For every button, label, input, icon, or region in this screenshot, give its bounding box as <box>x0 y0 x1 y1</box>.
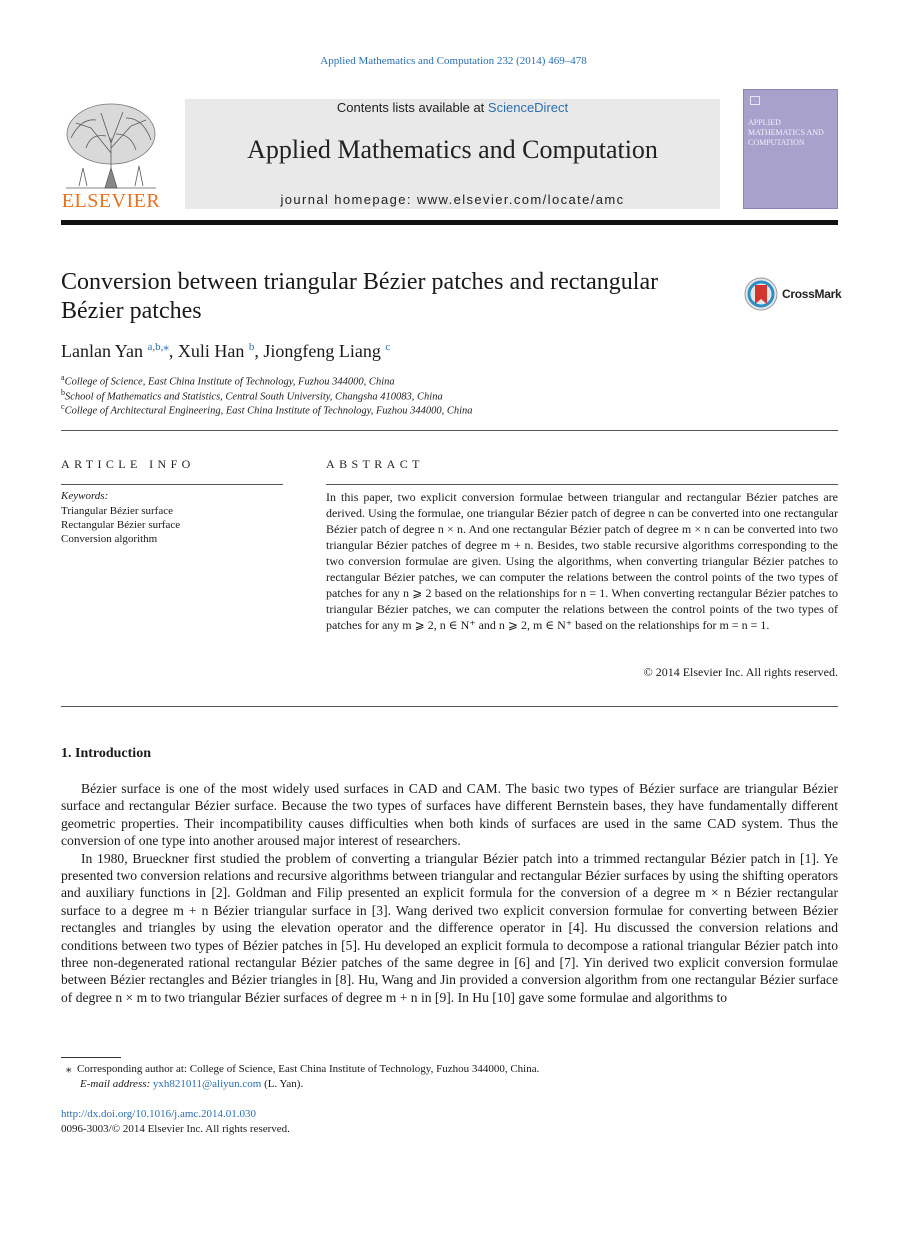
author-name[interactable]: Lanlan Yan <box>61 341 143 361</box>
introduction-body <box>61 780 838 1006</box>
header-rule <box>61 220 838 225</box>
elsevier-wordmark: ELSEVIER <box>61 190 161 212</box>
journal-title: Applied Mathematics and Computation <box>247 135 658 164</box>
abstract-copyright: © 2014 Elsevier Inc. All rights reserved. <box>643 665 838 679</box>
author-affiliation-mark[interactable]: b <box>248 341 255 353</box>
journal-cover-title: APPLIED MATHEMATICS AND COMPUTATION <box>748 118 824 147</box>
corresponding-author-note <box>66 1062 539 1075</box>
introduction-heading: 1. Introduction <box>61 746 151 761</box>
article-info-rule <box>61 484 283 485</box>
author-name[interactable]: Jiongfeng Liang <box>263 341 381 361</box>
contents-prefix: Contents lists available at <box>336 100 485 115</box>
crossmark-icon <box>744 276 780 312</box>
email-suffix: (L. Yan). <box>264 1078 304 1090</box>
author-affiliation-mark[interactable]: a,b,⁎ <box>147 341 169 353</box>
affiliation-text: School of Mathematics and Statistics, Central South University, Changsha 410083, China <box>65 391 443 403</box>
corresponding-text: Corresponding author at: College of Science, East China Institute of Technology, Fuzhou 344000, China. <box>77 1063 540 1075</box>
abstract-heading: ABSTRACT <box>326 457 424 471</box>
article-info-heading: ARTICLE INFO <box>61 457 195 471</box>
journal-cover[interactable] <box>743 89 838 209</box>
author-name[interactable]: Xuli Han <box>177 341 245 361</box>
author-affiliation-mark[interactable]: c <box>385 341 391 353</box>
keyword: Rectangular Bézier surface <box>61 519 181 531</box>
corresponding-mark: ⁎ <box>66 1063 72 1075</box>
introduction-paragraph: In 1980, Brueckner first studied the problem of converting a triangular Bézier patch into a trimmed rectangular Bézier patch in [1]. Ye presented two conversion relations and recursive algorithms between triangular and rectangular Bézier surfaces by using the shifting operators and auxiliary functions in [2]. Goldman and Filip presented an explicit formula for the conversion of a degree m × n Bézier rectangular surface to a degree m + n Bézier triangular surface in [3]. Wang derived two explicit conversion formulae for converting between Bézier rectangles and triangles by using the elevation operator and the difference operator in [4]. Hu discussed the conversion relations and conditions between two types of Bézier patches in [5]. Hu developed an explicit formula to decompose a rational triangular Bézier patch into three non-degenerated rational rectangular Bézier patches of the same degree in [6] and [7]. Yin derived two explicit conversion formulae between Bézier rectangles and Bézier triangles in [8]. Hu, Wang and Jin provided a conversion algorithm from one rectangular Bézier surface of degree n × m to two triangular Bézier surfaces of degree m + n in [9]. In Hu [10] gave some formulae and algorithms to <box>61 850 838 1005</box>
affiliation-text: College of Architectural Engineering, East China Institute of Technology, Fuzhou 344000, China <box>64 405 473 417</box>
section-divider <box>61 706 838 707</box>
abstract-rule <box>326 484 838 485</box>
affiliation-mark: a <box>61 373 65 382</box>
introduction-paragraph: Bézier surface is one of the most widely used surfaces in CAD and CAM. The basic two types of Bézier surface are triangular Bézier surface and rectangular Bézier surface. Because the two types of surfaces have different Bernstein bases, they have fundamentally different geometric properties. Their incompatibility causes difficulties when both kinds of surfaces are used in the same CAD system. Thus the conversion of one type into another aroused major interest of researchers. <box>61 781 838 849</box>
keywords-label: Keywords: <box>61 490 109 502</box>
crossmark-label[interactable]: CrossMark <box>782 287 842 301</box>
affiliation-mark: c <box>61 402 65 411</box>
journal-homepage[interactable]: journal homepage: www.elsevier.com/locate/amc <box>280 192 625 207</box>
section-divider <box>61 430 838 431</box>
issn-line: 0096-3003/© 2014 Elsevier Inc. All rights reserved. <box>61 1123 290 1135</box>
author-separator: , <box>168 341 178 361</box>
author-separator: , <box>254 341 264 361</box>
email-label: E-mail address: <box>80 1078 151 1090</box>
email-link[interactable]: yxh821011@aliyun.com <box>152 1078 262 1090</box>
affiliation-text: College of Science, East China Institute of Technology, Fuzhou 344000, China <box>64 376 395 388</box>
keyword: Conversion algorithm <box>61 533 158 545</box>
affiliation-mark: b <box>61 388 65 397</box>
affiliation <box>61 373 395 388</box>
article-title: Conversion between triangular Bézier patches and rectangular Bézier patches <box>61 269 659 324</box>
abstract-text: In this paper, two explicit conversion formulae between triangular and rectangular Bézier patches are derived. Using the formulae, one triangular Bézier patch of degree n can be converted into one rectangular Bézier patch of degree n × n. And one rectangular Bézier patch of degree m × n can be converted into two triangular Bézier patches of degree m + n. Besides, two stable recursive algorithms corresponding to the two conversion formulae are given. Using the algorithms, when converting triangular Bézier patches to rectangular Bézier patches, we can computer the relations between the control points of the two types of patches for any n ⩾ 2 based on the relationships for n = 1. When converting rectangular Bézier patches to triangular Bézier patches, we can computer the relations between the control points of the two types of patches for any m ⩾ 2, n ∈ N⁺ and n ⩾ 2, m ∈ N⁺ based on the relationships for m = n = 1. <box>326 490 838 632</box>
keyword: Triangular Bézier surface <box>61 505 173 517</box>
cover-emblem-icon <box>750 96 760 105</box>
affiliation <box>61 388 443 403</box>
contents-line <box>185 100 720 115</box>
sciencedirect-link[interactable]: ScienceDirect <box>487 100 569 115</box>
footnote-rule <box>61 1057 121 1058</box>
author-list <box>61 340 390 362</box>
journal-reference[interactable]: Applied Mathematics and Computation 232 (2014) 469–478 <box>320 55 587 67</box>
doi-link[interactable]: http://dx.doi.org/10.1016/j.amc.2014.01.030 <box>61 1108 257 1120</box>
affiliation <box>61 402 472 417</box>
email-note <box>80 1078 303 1090</box>
